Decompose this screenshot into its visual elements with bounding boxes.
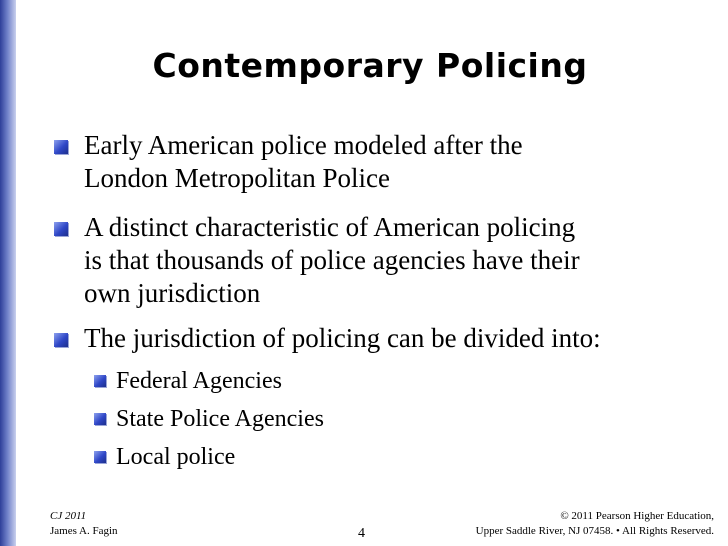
footer-left: [50, 509, 118, 539]
bullet-line: A distinct characteristic of American policing: [84, 212, 576, 242]
footer-course: CJ 2011: [50, 510, 87, 522]
bullet-line: London Metropolitan Police: [84, 163, 390, 193]
sub-bullet-label: State Police Agencies: [116, 406, 324, 432]
footer-copyright-line2: Upper Saddle River, NJ 07458. • All Rights Reserved.: [475, 525, 714, 537]
page-number: 4: [358, 526, 365, 541]
footer-copyright-line1: © 2011 Pearson Higher Education,: [560, 510, 714, 522]
slide-title: Contemporary Policing: [152, 46, 588, 85]
sub-bullet-square-icon: [94, 413, 106, 425]
bullet-square-icon: [54, 222, 68, 236]
footer-author: James A. Fagin: [50, 525, 118, 537]
bullet-square-icon: [54, 333, 68, 347]
bullet-line: The jurisdiction of policing can be divided into:: [84, 323, 601, 353]
slide-side-band: [0, 0, 16, 546]
sub-bullet-square-icon: [94, 451, 106, 463]
sub-bullet-label: Federal Agencies: [116, 368, 282, 394]
sub-bullet-square-icon: [94, 375, 106, 387]
bullet-line: Early American police modeled after the: [84, 130, 523, 160]
bullet-square-icon: [54, 140, 68, 154]
bullet-line: own jurisdiction: [84, 278, 261, 308]
sub-bullet-label: Local police: [116, 444, 236, 470]
footer-right: [476, 509, 714, 539]
bullet-line: is that thousands of police agencies have their: [84, 245, 580, 275]
